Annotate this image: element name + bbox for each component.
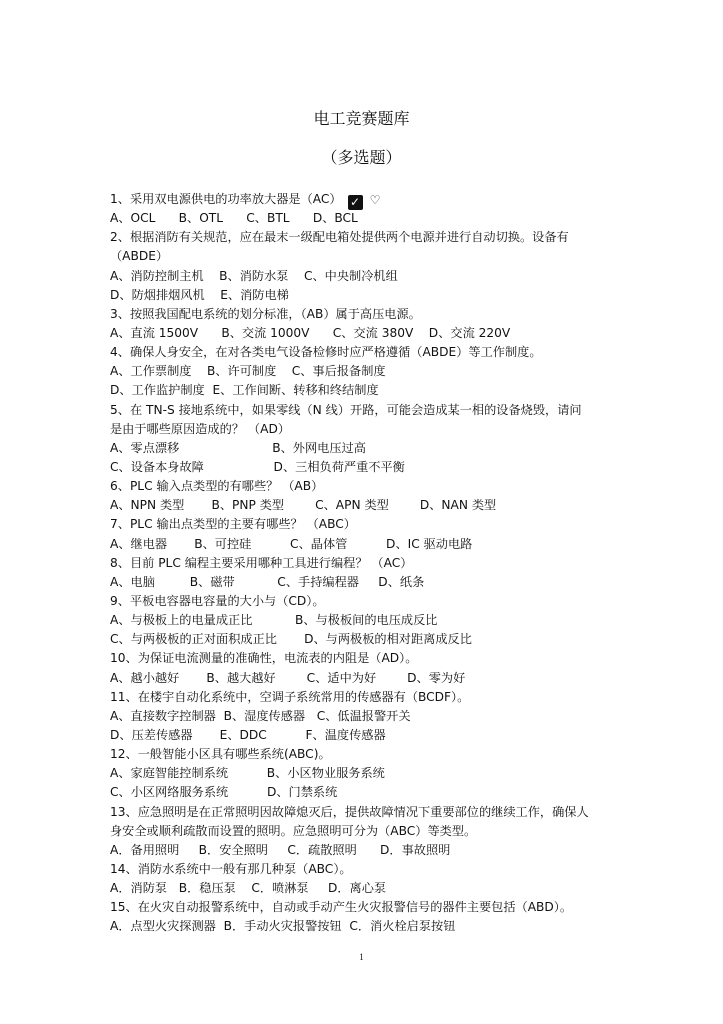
question-line: （ABDE） <box>110 249 169 264</box>
question-line: 9、平板电容器电容量的大小与（CD）。 <box>110 593 325 608</box>
question-line: 8、目前 PLC 编程主要采用哪种工具进行编程？ （AC） <box>110 555 413 570</box>
option-line: A．消防泵 B．稳压泵 C．喷淋泵 D．离心泵 <box>110 881 387 896</box>
question-line: 11、在楼宇自动化系统中，空调子系统常用的传感器有（BCDF）。 <box>110 689 470 704</box>
option-line: A、消防控制主机 B、消防水泵 C、中央制冷机组 <box>110 268 398 283</box>
question-line: 13、应急照明是在正常照明因故障熄灭后，提供故障情况下重要部位的继续工作，确保人 <box>110 804 589 819</box>
option-line: A、与极板上的电量成正比 B、与极板间的电压成反比 <box>110 613 438 628</box>
option-line: A、继电器 B、可控硅 C、晶体管 D、IC 驱动电路 <box>110 536 473 551</box>
question-line: 2、根据消防有关规范，应在最末一级配电箱处提供两个电源并进行自动切换。设备有 <box>110 230 569 245</box>
option-line: A、越小越好 B、越大越好 C、适中为好 D、零为好 <box>110 670 466 685</box>
option-line: C、小区网络服务系统 D、门禁系统 <box>110 785 338 800</box>
option-line: D、压差传感器 E、DDC F、温度传感器 <box>110 727 386 742</box>
option-line: A、家庭智能控制系统 B、小区物业服务系统 <box>110 766 385 781</box>
question-line: 3、按照我国配电系统的划分标准，（AB）属于高压电源。 <box>110 306 421 321</box>
question-line: 身安全或顺利疏散而设置的照明。应急照明可分为（ABC）等类型。 <box>110 823 477 838</box>
question-line: 14、消防水系统中一般有那几种泵（ABC）。 <box>110 861 352 876</box>
option-line: A．备用照明 B．安全照明 C．疏散照明 D．事故照明 <box>110 842 451 857</box>
question-line: 是由于哪些原因造成的？ （AD） <box>110 421 291 436</box>
question-line: 10、为保证电流测量的准确性，电流表的内阻是（AD）。 <box>110 651 418 666</box>
question-line: 12、一般智能小区具有哪些系统(ABC)。 <box>110 747 331 762</box>
page-number: 1 <box>359 952 364 962</box>
option-line: A、电脑 B、磁带 C、手持编程器 D、纸条 <box>110 574 425 589</box>
option-line: A、直接数字控制器 B、湿度传感器 C、低温报警开关 <box>110 708 411 723</box>
check-box-icon[interactable]: ✓ <box>348 195 363 210</box>
question-line: 6、PLC 输入点类型的有哪些？ （AB） <box>110 479 324 494</box>
option-line: A、零点漂移 B、外网电压过高 <box>110 440 366 455</box>
question-line: 15、在火灾自动报警系统中，自动或手动产生火灾报警信号的器件主要包括（ABD）。 <box>110 900 573 915</box>
option-line: D、防烟排烟风机 E、消防电梯 <box>110 287 289 302</box>
question-list <box>110 190 615 936</box>
option-line: A、直流 1500V B、交流 1000V C、交流 380V D、交流 220V <box>110 325 511 340</box>
option-line: A、工作票制度 B、许可制度 C、事后报备制度 <box>110 364 386 379</box>
question-line <box>110 190 615 209</box>
option-line: A、NPN 类型 B、PNP 类型 C、APN 类型 D、NAN 类型 <box>110 498 497 513</box>
document-title: 电工竞赛题库 <box>313 109 410 128</box>
option-line: C、设备本身故障 D、三相负荷严重不平衡 <box>110 459 405 474</box>
heart-icon[interactable]: ♡ <box>369 193 381 207</box>
question-line: 5、在 TN-S 接地系统中，如果零线（N 线）开路，可能会造成某一相的设备烧毁，请问 <box>110 402 582 417</box>
question-text: 1、采用双电源供电的功率放大器是（AC） <box>110 192 342 206</box>
option-line: C、与两极板的正对面积成正比 D、与两极板的相对距离成反比 <box>110 632 472 647</box>
question-line: 7、PLC 输出点类型的主要有哪些？ （ABC） <box>110 517 356 532</box>
question-line: 4、确保人身安全，在对各类电气设备检修时应严格遵循（ABDE）等工作制度。 <box>110 345 542 360</box>
option-line: A、OCL B、OTL C、BTL D、BCL <box>110 211 358 226</box>
option-line: A．点型火灾探测器 B．手动火灾报警按钮 C．消火栓启泵按钮 <box>110 919 456 934</box>
document-subtitle: （多选题） <box>321 148 402 167</box>
option-line: D、工作监护制度 E、工作间断、转移和终结制度 <box>110 383 379 398</box>
